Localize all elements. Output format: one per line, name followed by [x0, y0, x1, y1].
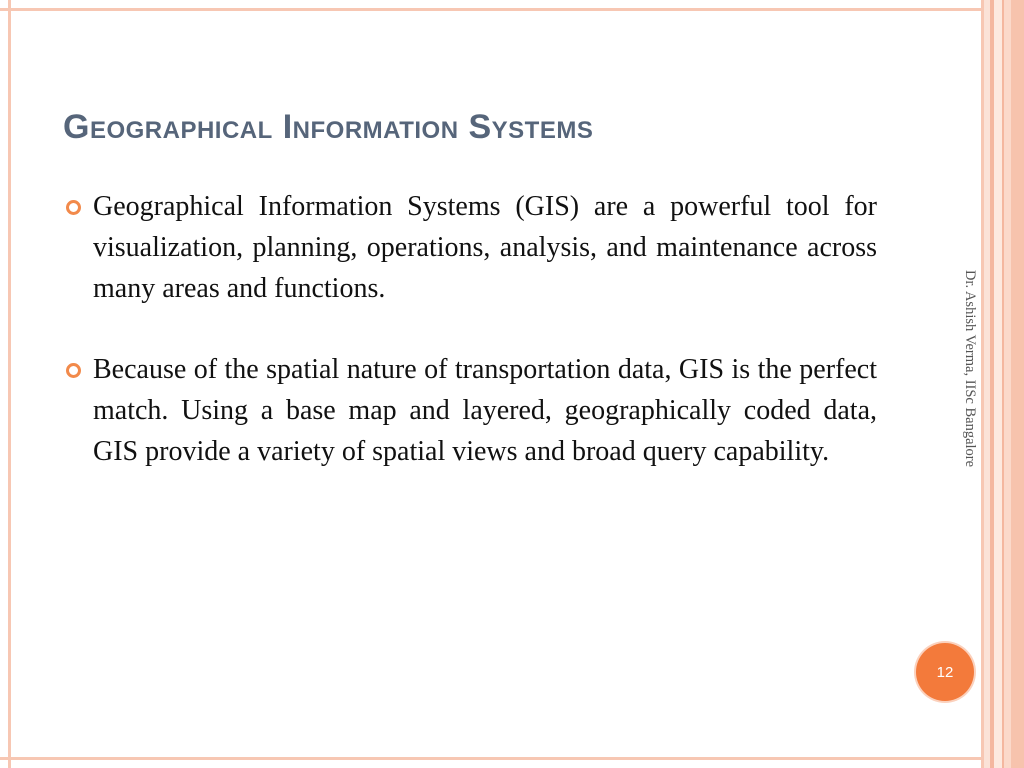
left-border-line [8, 0, 11, 768]
right-decor-stripe [1011, 0, 1024, 768]
right-decor-stripe [994, 0, 1002, 768]
ring-bullet-icon [66, 363, 81, 378]
slide-title: Geographical Information Systems [63, 108, 594, 146]
bottom-border-line [0, 757, 983, 760]
top-border-line [0, 8, 983, 11]
right-decor-stripe [1004, 0, 1011, 768]
page-number-badge [916, 643, 974, 701]
page-number: 12 [936, 663, 954, 681]
side-credit: Dr. Ashish Verma, IISc Bangalore [962, 270, 978, 468]
bullet-text: Because of the spatial nature of transportation data, GIS is the perfect match. Using a base map and layered, geographically coded data, GIS provide a variety of spatial views and broad query capability. [93, 354, 877, 467]
bullet-item [63, 349, 877, 472]
ring-bullet-icon [66, 200, 81, 215]
bullet-item [63, 186, 877, 309]
bullet-text: Geographical Information Systems (GIS) are a powerful tool for visualization, planning, operations, analysis, and maintenance across many areas and functions. [93, 191, 877, 304]
slide-content [63, 186, 877, 472]
